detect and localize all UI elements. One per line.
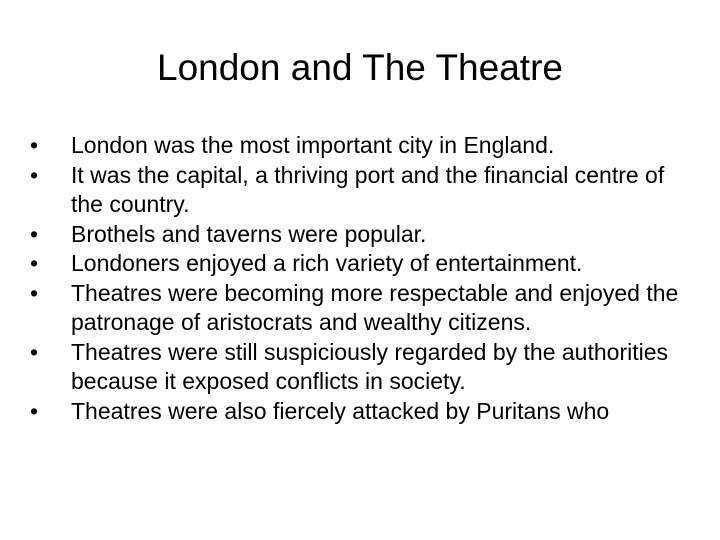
bullet-dot-icon: • <box>30 161 39 188</box>
bullet-text: Theatres were also fiercely attacked by Puritans who <box>71 397 610 424</box>
bullet-item <box>30 220 700 250</box>
bullet-item <box>30 279 700 338</box>
bullet-text: Theatres were becoming more respectable and enjoyed the patronage of aristocrats and wealthy citizens. <box>71 279 679 335</box>
slide-title: London and The Theatre <box>157 47 563 88</box>
bullet-text: Brothels and taverns were popular. <box>71 220 427 247</box>
bullet-text: Theatres were still suspiciously regarded by the authorities because it exposed conflicts in society. <box>71 338 669 394</box>
bullet-dot-icon: • <box>30 338 39 365</box>
bullet-item <box>30 161 700 220</box>
bullet-text: It was the capital, a thriving port and the financial centre of the country. <box>71 161 665 217</box>
bullet-item <box>30 131 700 161</box>
bullet-dot-icon: • <box>30 132 39 158</box>
bullet-item <box>30 338 700 397</box>
bullet-item <box>30 249 700 279</box>
bullet-text: London was the most important city in England. <box>71 132 555 158</box>
bullet-item <box>30 397 700 427</box>
bullet-dot-icon: • <box>30 279 39 306</box>
bullet-text: Londoners enjoyed a rich variety of entertainment. <box>71 250 583 276</box>
bullet-dot-icon: • <box>30 250 39 276</box>
bullet-list <box>30 131 700 426</box>
bullet-dot-icon: • <box>30 220 39 247</box>
bullet-dot-icon: • <box>30 397 39 424</box>
